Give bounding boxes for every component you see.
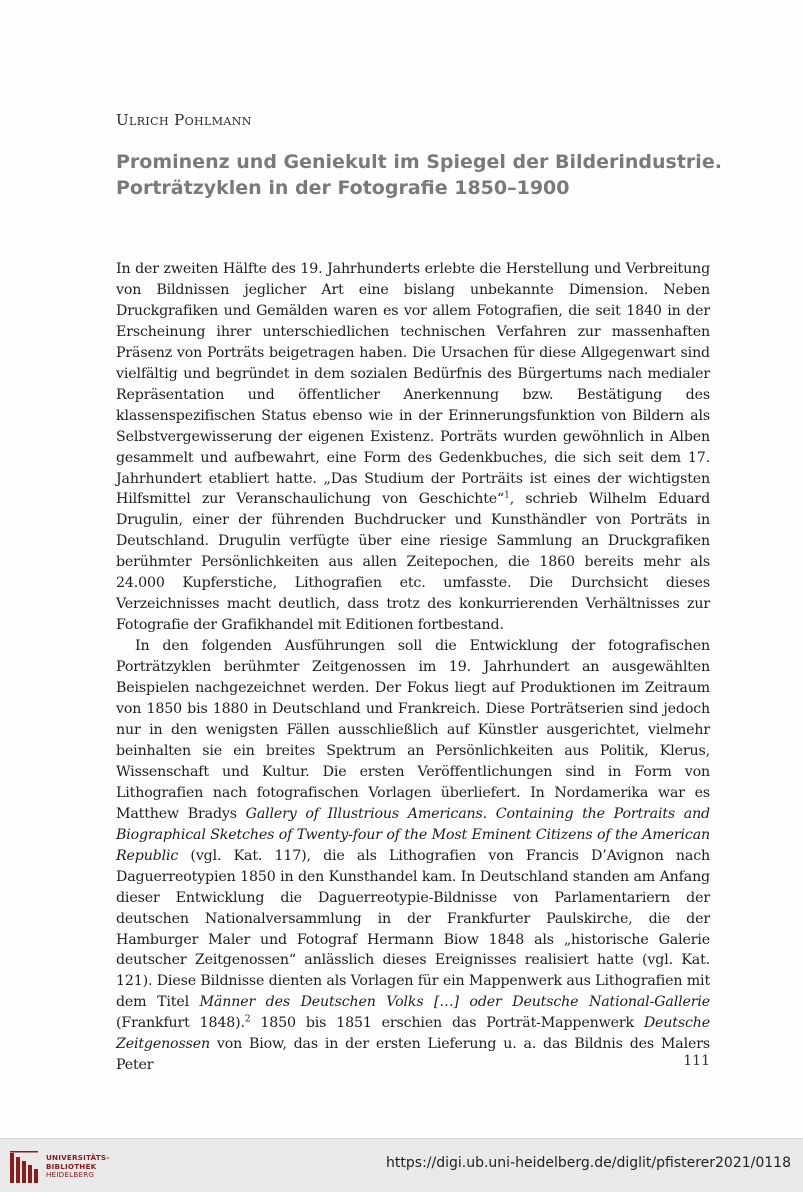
- paragraph-1-text-a: In der zweiten Hälfte des 19. Jahrhunderts erlebte die Herstellung und Verbreitung von Bildnissen jeglicher Art eine bislang unbekannte Dimension. Neben Druckgrafiken und Gemälden waren es vor allem Fotografien, die seit 1840 in der Erscheinung ihrer unterschiedlichen technischen Verfahren zur massenhaften Präsenz von Porträts beigetragen haben. Die Ursachen für diese Allgegenwart sind vielfältig und begründet in dem sozialen Bedürfnis des Bürgertums nach medialer Repräsentation und öffentlicher Anerkennung bzw. Bestätigung des klassenspezifischen Status ebenso wie in der Erinnerungsfunktion von Bildern als Selbstvergewisserung der eigenen Existenz. Porträts wurden gewöhnlich in Alben gesammelt und aufbewahrt, eine Form des Gedenkbuches, die sich seit dem 17. Jahrhundert etabliert hatte. „Das Studium der Porträits ist eines der wichtigsten Hilfsmittel zur Veranschaulichung von Geschichte“: [116, 261, 710, 508]
- author-name: Ulrich Pohlmann: [116, 111, 252, 129]
- paragraph-2-text-d: 1850 bis 1851 erschien das Porträt-Mappenwerk: [250, 1015, 644, 1032]
- library-logo-text: [46, 1154, 109, 1180]
- paragraph-1-text-b: , schrieb Wilhelm Eduard Drugulin, einer der führenden Buchdrucker und Kunsthändler von Porträts in Deutschland. Drugulin verfügte über eine riesige Sammlung an Druckgrafiken berühmter Persönlichkeiten aus allen Zeitepochen, die 1860 bereits mehr als 24.000 Kupferstiche, Lithografien etc. umfasste. Die Durchsicht dieses Verzeichnisses macht deutlich, dass trotz des konkurrierenden Verhältnisses zur Fotografie der Grafikhandel mit Editionen fortbestand.: [116, 491, 710, 634]
- paragraph-2-text-e: von Biow, das in der ersten Lieferung u. a. das Bildnis des Malers Peter: [116, 1036, 710, 1074]
- paragraph-2-text-b: (vgl. Kat. 117), die als Lithografien von Francis D’Avignon nach Daguerreotypien 1850 in den Kunsthandel kam. In Deutschland standen am Anfang dieser Entwicklung die Daguerreotypie-Bildnisse von Parlamentariern der deutschen Nationalversammlung in der Frankfurter Paulskirche, die der Hamburger Maler und Fotograf Hermann Biow 1848 als „historische Galerie deutscher Zeitgenossen“ anlässlich dieses Ereignisses realisiert hatte (vgl. Kat. 121). Diese Bildnisse dienten als Vorlagen für ein Mappenwerk aus Lithografien mit dem Titel: [116, 847, 710, 1011]
- library-logo-icon: [9, 1150, 41, 1184]
- body-text: [116, 259, 710, 1076]
- paragraph-2-text-c: (Frankfurt 1848).: [116, 1015, 245, 1032]
- title-line-1: Prominenz und Geniekult im Spiegel der Bilderindustrie.: [116, 151, 722, 173]
- footnote-ref-2[interactable]: 2: [244, 1014, 251, 1025]
- viewer-footer: [0, 1138, 803, 1192]
- logo-line-1: UNIVERSITÄTS-: [46, 1153, 110, 1163]
- work-title-maenner: Männer des Deutschen Volks […] oder Deutsche National-Gallerie: [199, 994, 710, 1011]
- logo-line-3: HEIDELBERG: [46, 1170, 95, 1180]
- page-number: 111: [683, 1053, 710, 1069]
- paragraph-2: [116, 636, 710, 1076]
- work-title-zeitgenossen: Deutsche Zeitgenossen: [116, 1015, 710, 1053]
- title-line-2: Porträtzyklen in der Fotografie 1850–1900: [116, 177, 570, 199]
- paragraph-2-text-a: In den folgenden Ausführungen soll die Entwicklung der fotografischen Porträtzyklen berühmter Zeitgenossen im 19. Jahrhundert an ausgewählten Beispielen nachgezeichnet werden. Der Fokus liegt auf Produktionen im Zeitraum von 1850 bis 1880 in Deutschland und Frankreich. Diese Porträtserien sind jedoch nur in den wenigsten Fällen ausschließlich auf Künstler ausgerichtet, vielmehr beinhalten sie ein breites Spektrum an Persönlichkeiten aus Politik, Klerus, Wissenschaft und Kultur. Die ersten Veröffentlichungen sind in Form von Lithografien nach fotografischen Vorlagen überliefert. In Nordamerika war es Matthew Bradys: [116, 638, 710, 822]
- footnote-ref-1[interactable]: 1: [504, 490, 510, 501]
- permalink-url[interactable]: https://digi.ub.uni-heidelberg.de/diglit/pfisterer2021/0118: [386, 1155, 791, 1171]
- paragraph-1: [116, 259, 710, 636]
- article-title: [116, 149, 722, 201]
- library-logo[interactable]: [9, 1150, 109, 1184]
- work-title-gallery: Gallery of Illustrious Americans. Containing the Portraits and Biographical Sketches of Twenty-four of the Most Eminent Citizens of the American Republic: [116, 805, 710, 864]
- logo-line-2: BIBLIOTHEK: [46, 1161, 97, 1171]
